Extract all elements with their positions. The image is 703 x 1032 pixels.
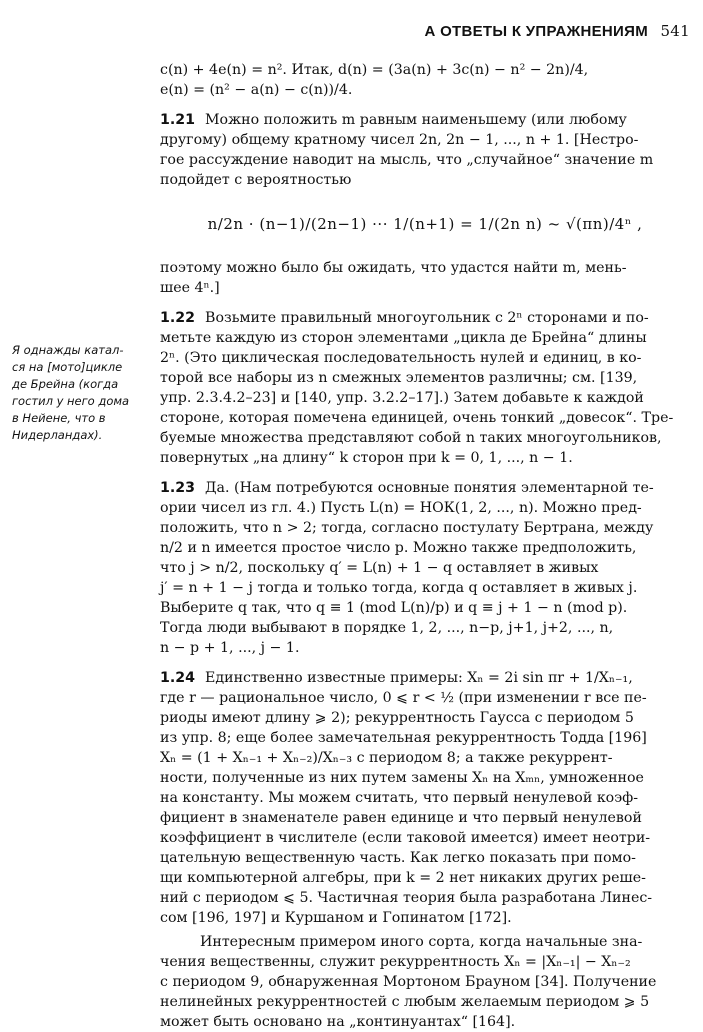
text-line: из упр. 8; еще более замечательная рекуррентность Тодда [196]: [160, 730, 647, 746]
margin-note-line: в Нейене, что в: [12, 411, 106, 425]
text-line: e(n) = (n² − a(n) − c(n))/4.: [160, 82, 353, 98]
text-line: j′ = n + 1 − j тогда и только тогда, когда q оставляет в живых j.: [160, 580, 638, 596]
text-line: Xₙ = (1 + Xₙ₋₁ + Xₙ₋₂)/Xₙ₋₃ с периодом 8; а также рекуррент-: [160, 750, 613, 766]
running-header: [160, 22, 690, 40]
answer-number: 1.21: [160, 112, 196, 128]
margin-note-line: де Брейна (когда: [12, 377, 119, 391]
text-line: упр. 2.3.4.2–23] и [140, упр. 3.2.2–17].) Затем добавьте к каждой: [160, 390, 644, 406]
display-formula: n/2n · (n−1)/(2n−1) ··· 1/(n+1) = 1/(2n n) ~ √(πn)/4ⁿ ,: [207, 215, 643, 233]
text-line: повернутых „на длину“ k сторон при k = 0, 1, ..., n − 1.: [160, 450, 573, 466]
answer-1-21: [160, 110, 690, 190]
text-line: гое рассуждение наводит на мысль, что „случайное“ значение m: [160, 152, 654, 168]
text-line: с периодом 9, обнаруженная Мортоном Брауном [34]. Получение: [160, 974, 657, 990]
text-line: c(n) + 4e(n) = n². Итак, d(n) = (3a(n) + 3c(n) − n² − 2n)/4,: [160, 62, 589, 78]
margin-note-line: Я однажды катал-: [12, 343, 124, 357]
text-line: фициент в знаменателе равен единице и что первый ненулевой: [160, 810, 642, 826]
text-line: риоды имеют длину ⩾ 2); рекуррентность Гаусса с периодом 5: [160, 710, 634, 726]
text-line: сом [196, 197] и Куршаном и Гопинатом [172].: [160, 910, 512, 926]
text-line: буемые множества представляют собой n таких многоугольников,: [160, 430, 662, 446]
text-line: Можно положить m равным наименьшему (или любому: [205, 112, 627, 128]
text-line: Тогда люди выбывают в порядке 1, 2, ..., n−p, j+1, j+2, ..., n,: [160, 620, 614, 636]
answer-1-24: [160, 668, 690, 928]
page-body: [160, 60, 690, 1032]
text-line: положить, что n > 2; тогда, согласно постулату Бертрана, между: [160, 520, 654, 536]
answer-1-21-continued: [160, 258, 690, 298]
text-line: ности, полученные из них путем замены Xₙ на Xₘₙ, умноженное: [160, 770, 644, 786]
text-line: может быть основано на „континуантах“ [164].: [160, 1014, 516, 1030]
page-number: 541: [660, 22, 690, 40]
text-line: чения вещественны, служит рекуррентность Xₙ = |Xₙ₋₁| − Xₙ₋₂: [160, 954, 631, 970]
text-line: ории чисел из гл. 4.) Пусть L(n) = НОК(1, 2, ..., n). Можно пред-: [160, 500, 642, 516]
text-line: Возьмите правильный многоугольник с 2ⁿ сторонами и по-: [205, 310, 649, 326]
text-line: Выберите q так, что q ≡ 1 (mod L(n)/p) и q ≡ j + 1 − n (mod p).: [160, 600, 628, 616]
text-line: коэффициент в числителе (если таковой имеется) имеет неотри-: [160, 830, 651, 846]
answer-number: 1.22: [160, 310, 196, 326]
answer-1-22: [160, 308, 690, 468]
answer-number: 1.24: [160, 670, 196, 686]
answer-number: 1.23: [160, 480, 196, 496]
intro-paragraph: [160, 60, 690, 100]
text-line: щи компьютерной алгебры, при k = 2 нет никаких других реше-: [160, 870, 646, 886]
text-line: на константу. Мы можем считать, что первый ненулевой коэф-: [160, 790, 639, 806]
margin-note: [12, 342, 144, 444]
text-line: 2ⁿ. (Это циклическая последовательность нулей и единиц, в ко-: [160, 350, 642, 366]
text-line: что j > n/2, поскольку q′ = L(n) + 1 − q оставляет в живых: [160, 560, 599, 576]
text-line: n/2 и n имеется простое число p. Можно также предположить,: [160, 540, 637, 556]
text-line: подойдет с вероятностью: [160, 172, 352, 188]
text-line: ний с периодом ⩽ 5. Частичная теория была разработана Линес-: [160, 890, 653, 906]
text-line: нелинейных рекуррентностей с любым желаемым периодом ⩾ 5: [160, 994, 650, 1010]
text-line: метьте каждую из сторон элементами „цикла де Брейна“ длины: [160, 330, 647, 346]
answer-1-24-paragraph-2: [160, 932, 690, 1032]
margin-note-line: ся на [мото]цикле: [12, 360, 123, 374]
text-line: стороне, которая помечена единицей, очень тонкий „довесок“. Тре-: [160, 410, 674, 426]
text-line: цательную вещественную часть. Как легко показать при помо-: [160, 850, 636, 866]
header-title: А ОТВЕТЫ К УПРАЖНЕНИЯМ: [424, 23, 648, 40]
text-line: шее 4ⁿ.]: [160, 280, 220, 296]
text-line: Интересным примером иного сорта, когда начальные зна-: [200, 934, 643, 950]
text-line: поэтому можно было бы ожидать, что удастся найти m, мень-: [160, 260, 627, 276]
text-line: торой все наборы из n смежных элементов различны; см. [139,: [160, 370, 638, 386]
text-line: Да. (Нам потребуются основные понятия элементарной те-: [205, 480, 654, 496]
margin-note-line: Нидерландах).: [12, 428, 103, 442]
text-line: Единственно известные примеры: Xₙ = 2i sin πr + 1/Xₙ₋₁,: [205, 670, 633, 686]
margin-note-line: гостил у него дома: [12, 394, 130, 408]
text-line: где r — рациональное число, 0 ⩽ r < ½ (при изменении r все пе-: [160, 690, 647, 706]
text-line: другому) общему кратному чисел 2n, 2n − 1, ..., n + 1. [Нестро-: [160, 132, 639, 148]
answer-1-23: [160, 478, 690, 658]
text-line: n − p + 1, ..., j − 1.: [160, 640, 300, 656]
